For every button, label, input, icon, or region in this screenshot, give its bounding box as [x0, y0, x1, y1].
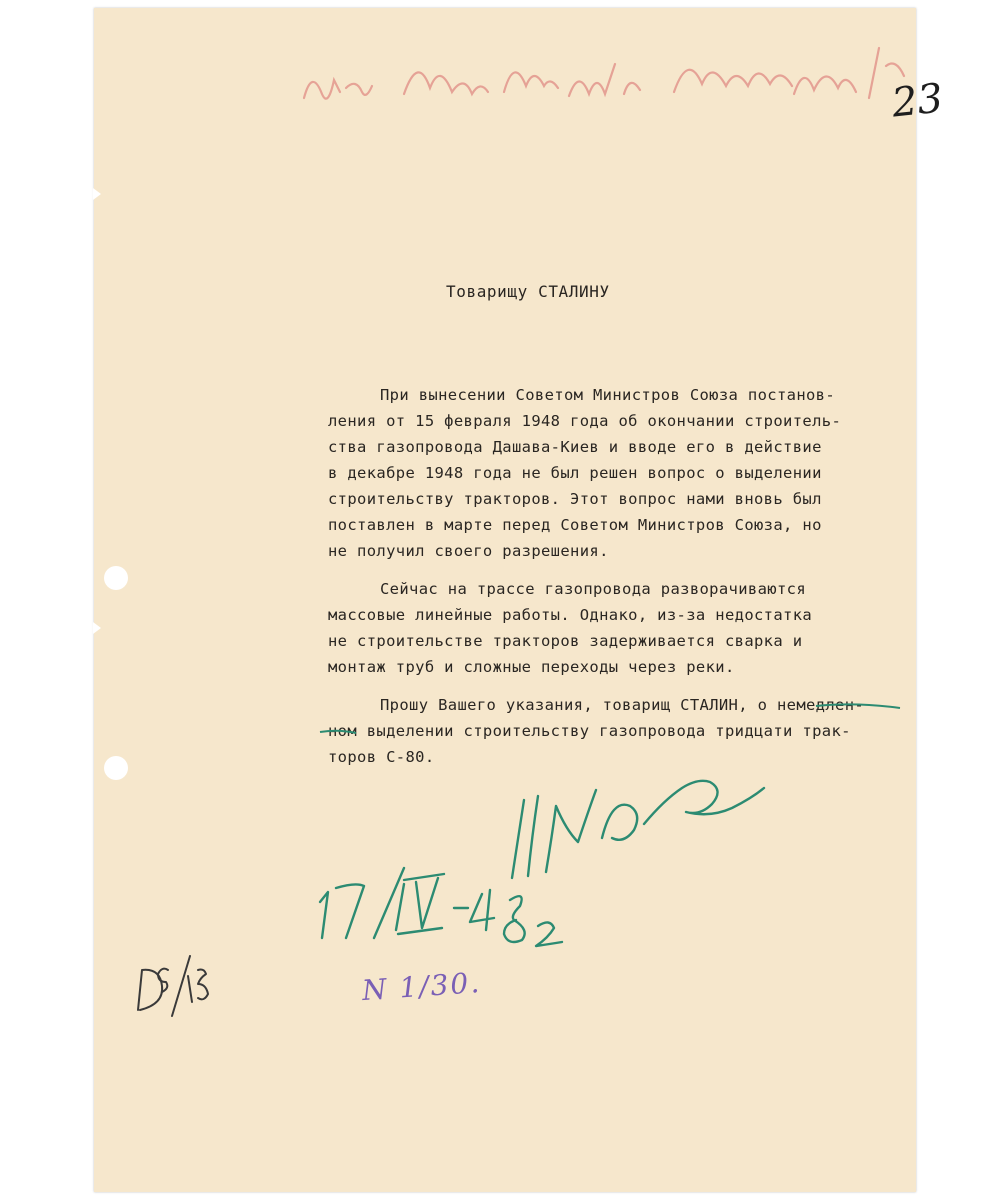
- text-line: строительству тракторов. Этот вопрос нами вновь был: [328, 490, 822, 508]
- handwritten-date: [312, 854, 612, 954]
- struck-word: немедлен-: [776, 696, 865, 714]
- page-number: 23: [889, 75, 946, 127]
- text-line: При вынесении Советом Министров Союза постанов-: [380, 386, 836, 404]
- text-line: ления от 15 февраля 1948 года об окончании строитель-: [328, 412, 842, 430]
- struck-word: ном: [328, 722, 358, 740]
- text-line: монтаж труб и сложные переходы через реки.: [328, 658, 735, 676]
- text-line: торов С-80.: [328, 748, 435, 766]
- text-line: Сейчас на трассе газопровода разворачиваются: [380, 580, 806, 598]
- document-page: [94, 8, 946, 1192]
- text-line: в декабре 1948 года не был решен вопрос о выделении: [328, 464, 822, 482]
- registration-number: N 1/30.: [360, 965, 483, 1008]
- text-segment: Прошу Вашего указания, товарищ СТАЛИН, о: [380, 696, 777, 714]
- text-line: не получил своего разрешения.: [328, 542, 609, 560]
- text-segment: выделении строительству газопровода тридцати трак-: [357, 722, 851, 740]
- text-line: массовые линейные работы. Однако, из-за недостатка: [328, 606, 813, 624]
- text-line: не строительстве тракторов задерживается сварка и: [328, 632, 803, 650]
- margin-note-pencil: [132, 942, 222, 1022]
- text-line: поставлен в марте перед Советом Министров Союза, но: [328, 516, 822, 534]
- text-line: ства газопровода Дашава-Киев и вводе его в действие: [328, 438, 822, 456]
- addressee-heading: Товарищу СТАЛИНУ: [446, 282, 610, 301]
